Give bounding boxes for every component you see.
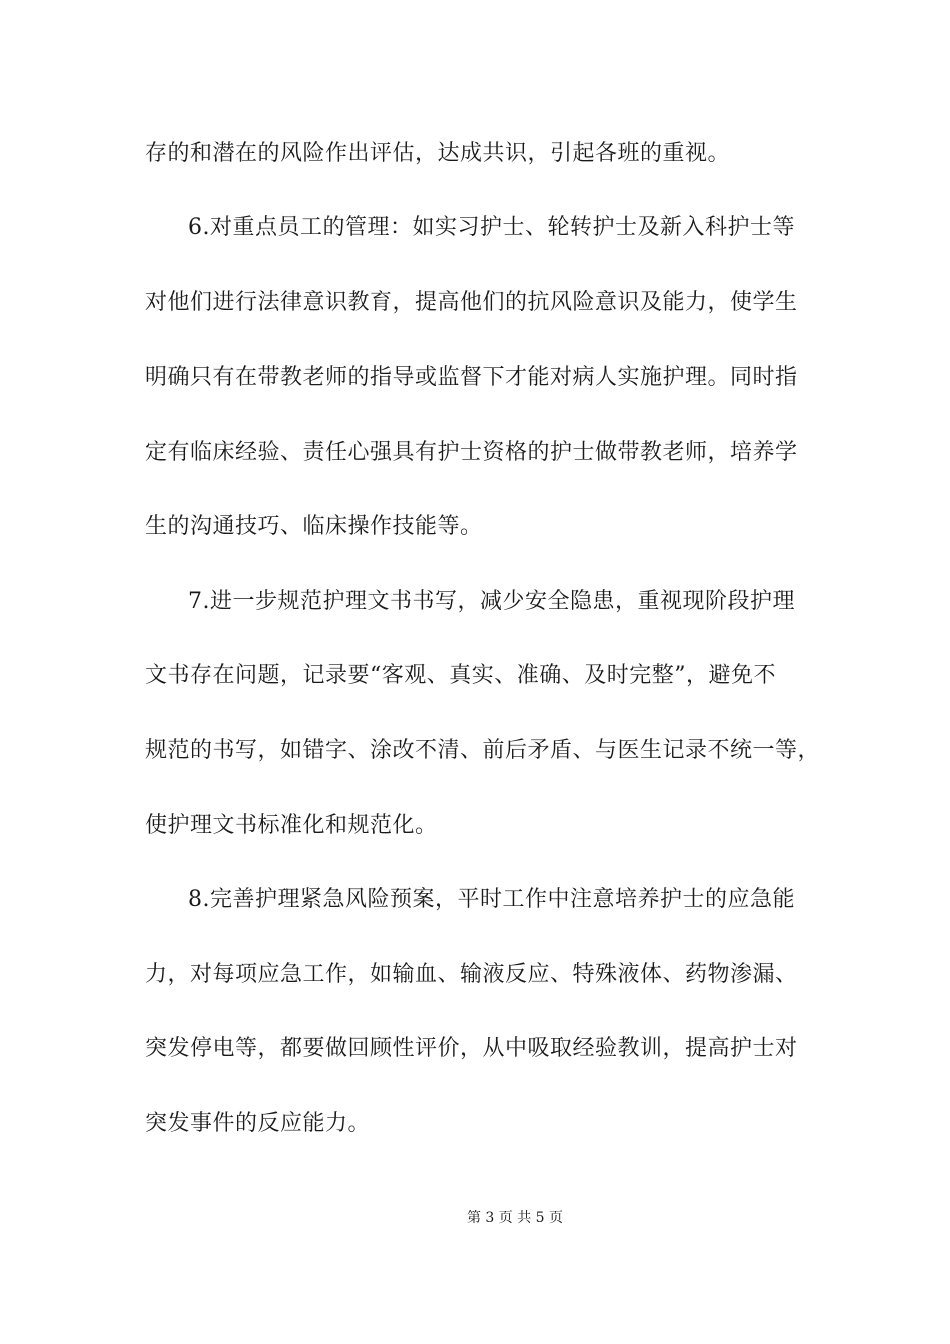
paragraph-6-line-1: 6.对重点员工的管理：如实习护士、轮转护士及新入科护士等 [188, 215, 795, 240]
paragraph-7-line-2: 文书存在问题，记录要“客观、真实、准确、及时完整”，避免不 [145, 663, 776, 688]
paragraph-8-line-1: 8.完善护理紧急风险预案，平时工作中注意培养护士的应急能 [188, 887, 795, 912]
paragraph-8-line-3: 突发停电等，都要做回顾性评价，从中吸取经验教训，提高护士对 [145, 1036, 798, 1061]
paragraph-7-line-4: 使护理文书标准化和规范化。 [145, 813, 438, 838]
paragraph-7-line-3: 规范的书写，如错字、涂改不清、前后矛盾、与医生记录不统一等， [145, 738, 821, 763]
paragraph-6-line-3: 明确只有在带教老师的指导或监督下才能对病人实施护理。同时指 [145, 365, 798, 390]
paragraph-8-line-2: 力，对每项应急工作，如输血、输液反应、特殊液体、药物渗漏、 [145, 962, 798, 987]
paragraph-6-line-5: 生的沟通技巧、临床操作技能等。 [145, 514, 483, 539]
paragraph-6-line-2: 对他们进行法律意识教育，提高他们的抗风险意识及能力，使学生 [145, 290, 798, 315]
paragraph-6-line-4: 定有临床经验、责任心强具有护士资格的护士做带教老师，培养学 [145, 440, 798, 465]
text-line-1: 存的和潜在的风险作出评估，达成共识，引起各班的重视。 [145, 141, 731, 166]
page-number-footer: 第 3 页 共 5 页 [466, 1210, 564, 1226]
paragraph-7-line-1: 7.进一步规范护理文书书写，减少安全隐患，重视现阶段护理 [188, 589, 795, 614]
paragraph-8-line-4: 突发事件的反应能力。 [145, 1111, 371, 1136]
